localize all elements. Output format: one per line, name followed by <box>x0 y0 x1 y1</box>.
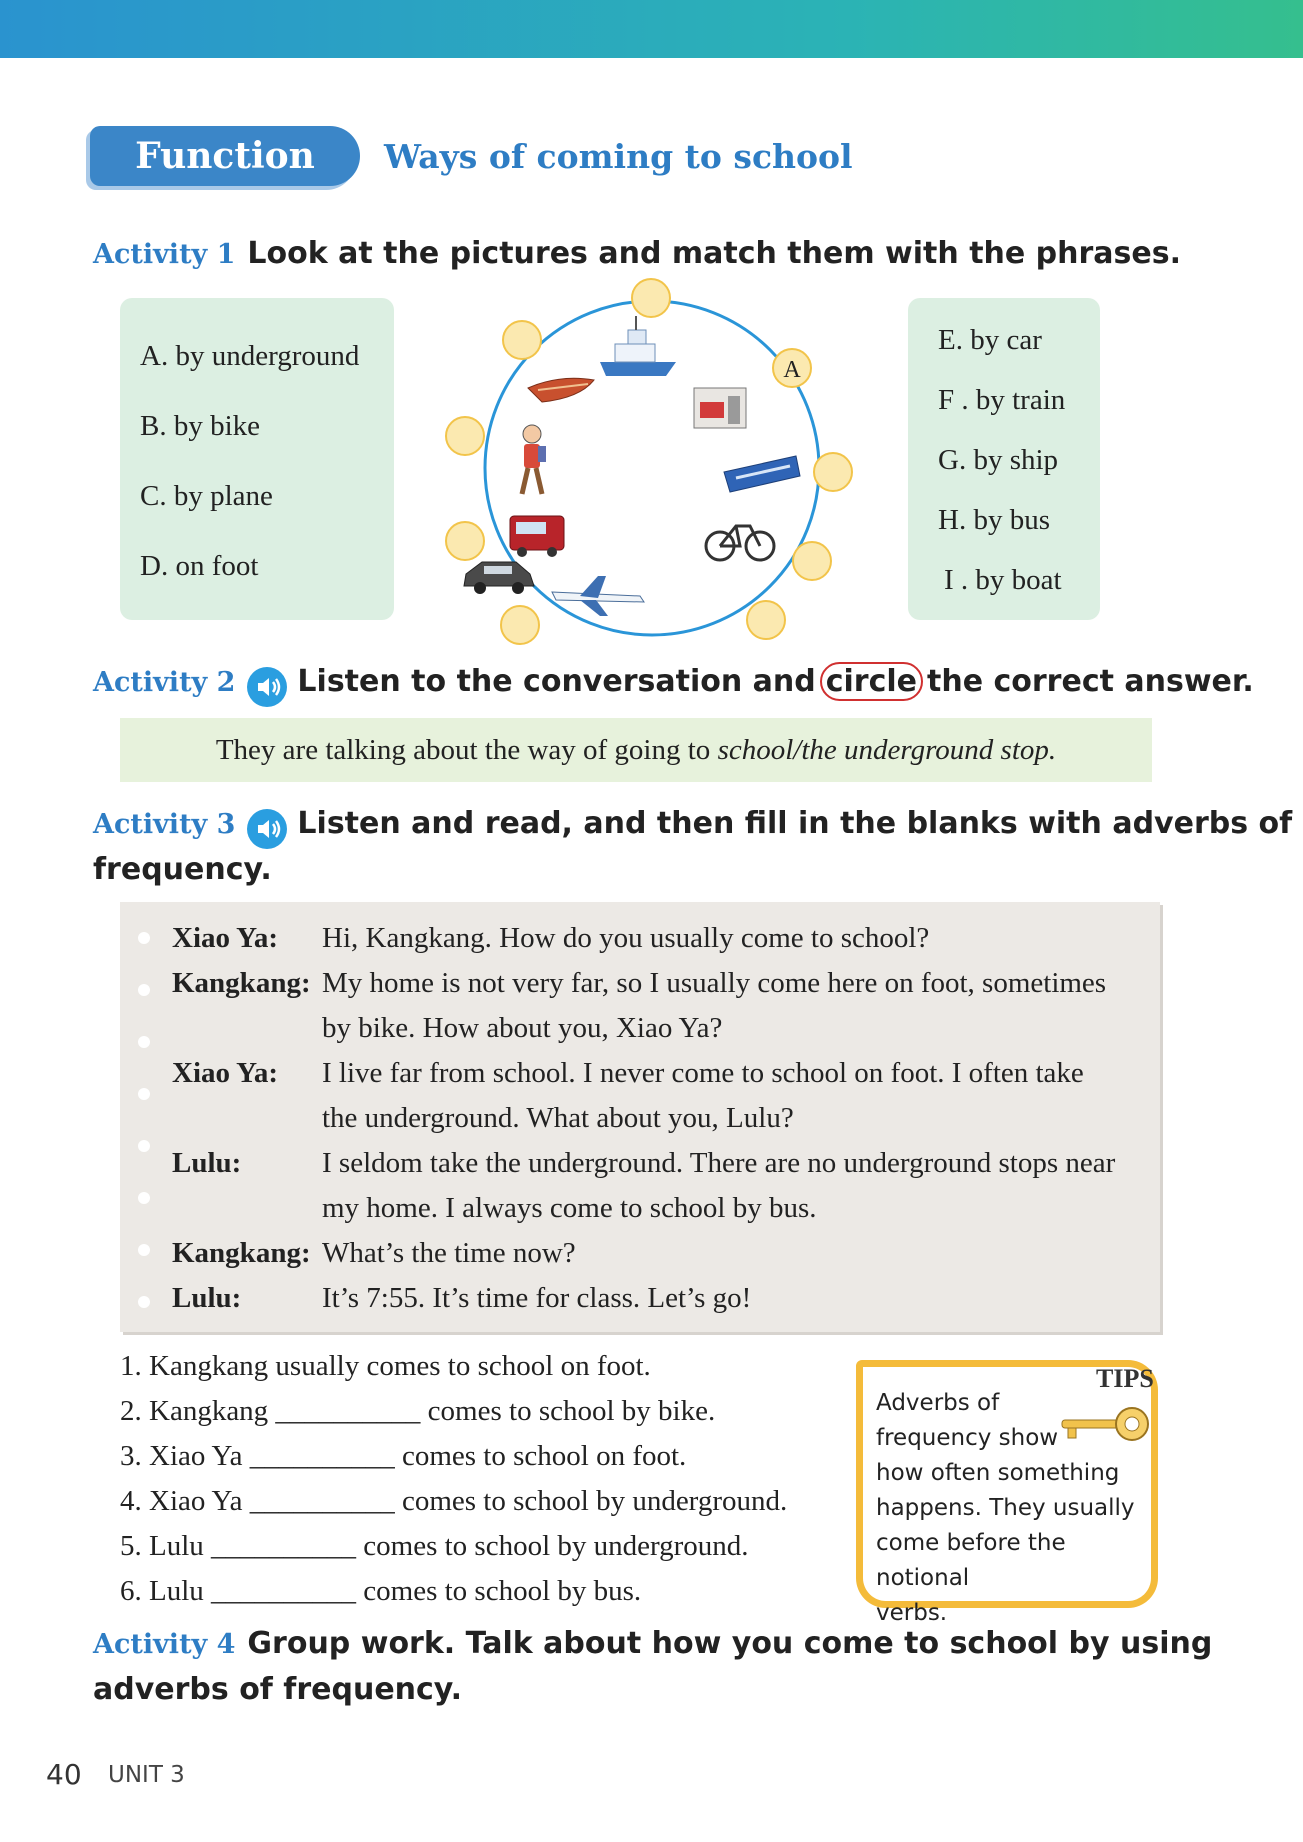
tips-label: TIPS <box>1096 1364 1154 1393</box>
option-g: G. by ship <box>938 444 1059 476</box>
option-b: B. by bike <box>140 410 261 442</box>
dialogue-line: my home. I always come to school by bus. <box>322 1192 817 1224</box>
bike-icon <box>706 526 774 560</box>
question-4[interactable]: 4. Xiao Ya __________ comes to school by underground. <box>120 1485 788 1517</box>
dialogue-line: What’s the time now? <box>322 1237 576 1269</box>
question-2[interactable]: 2. Kangkang __________ comes to school by bike. <box>120 1395 716 1427</box>
dialogue-dot <box>138 932 150 944</box>
option-f: F . by train <box>938 384 1066 416</box>
answer-circle[interactable] <box>446 522 484 560</box>
dialogue-speaker: Lulu: <box>172 1282 242 1314</box>
answer-circle[interactable] <box>446 417 484 455</box>
audio-icon[interactable] <box>247 667 287 707</box>
option-i: I . by boat <box>944 564 1062 596</box>
activity1-label: Activity 1 <box>93 239 236 270</box>
dialogue-speaker: Xiao Ya: <box>172 1057 279 1089</box>
unit-label: UNIT 3 <box>108 1762 185 1788</box>
audio-icon[interactable] <box>247 809 287 849</box>
dialogue-dot <box>138 1296 150 1308</box>
activity4-label: Activity 4 <box>93 1629 236 1660</box>
example-answer: A <box>783 357 801 383</box>
activity3-label: Activity 3 <box>93 809 236 840</box>
tips-text <box>876 1386 1156 1631</box>
answer-circle[interactable] <box>501 606 539 644</box>
dialogue-dot <box>138 984 150 996</box>
dialogue-dot <box>138 1192 150 1204</box>
option-h: H. by bus <box>938 504 1050 536</box>
page-number: 40 <box>46 1758 82 1791</box>
dialogue-line: the underground. What about you, Lulu? <box>322 1102 794 1134</box>
top-banner <box>0 0 1303 58</box>
question-3[interactable]: 3. Xiao Ya __________ comes to school on foot. <box>120 1440 687 1472</box>
activity3-heading <box>93 806 1292 849</box>
function-title: Ways of coming to school <box>384 137 853 176</box>
answer-circle[interactable] <box>632 279 670 317</box>
question-6[interactable]: 6. Lulu __________ comes to school by bus. <box>120 1575 642 1607</box>
option-c: C. by plane <box>140 480 273 512</box>
question-5[interactable]: 5. Lulu __________ comes to school by underground. <box>120 1530 749 1562</box>
dialogue-dot <box>138 1140 150 1152</box>
car-icon <box>464 562 534 594</box>
ship-icon <box>600 316 676 376</box>
function-label: Function <box>135 135 315 177</box>
activity2-sentence-plain: They are talking about the way of going to <box>215 734 718 766</box>
answer-circle[interactable] <box>503 321 541 359</box>
dialogue-dot <box>138 1244 150 1256</box>
question-1: 1. Kangkang usually comes to school on foot. <box>120 1350 651 1382</box>
boat-icon <box>528 378 594 402</box>
dialogue-speaker: Xiao Ya: <box>172 922 279 954</box>
dialogue-dot <box>138 1088 150 1100</box>
activity4-instruction-line2: adverbs of frequency. <box>93 1672 463 1707</box>
option-e: E. by car <box>938 324 1042 356</box>
activity2-sentence-options[interactable]: school/the underground stop. <box>717 734 1057 766</box>
activity3-instruction-line2: frequency. <box>93 852 272 887</box>
activity1-heading <box>93 236 1181 271</box>
dialogue-line: My home is not very far, so I usually come here on foot, sometimes <box>322 967 1107 999</box>
tips-line: Adverbs of <box>876 1390 1000 1416</box>
walking-boy-icon <box>522 425 546 494</box>
tips-line: verbs. <box>876 1600 948 1626</box>
tips-line: come before the notional <box>876 1530 1066 1591</box>
activity3-instruction: Listen and read, and then fill in the blanks with adverbs of <box>297 806 1293 841</box>
option-d: D. on foot <box>140 550 259 582</box>
activity2-instruction-after: the correct answer. <box>927 664 1254 699</box>
answer-circle[interactable] <box>747 601 785 639</box>
dialogue-line: by bike. How about you, Xiao Ya? <box>322 1012 723 1044</box>
dialogue-line: I live far from school. I never come to school on foot. I often take <box>322 1057 1084 1089</box>
tips-line: frequency show <box>876 1425 1059 1451</box>
tips-line: happens. They usually <box>876 1495 1135 1521</box>
dialogue-line: Hi, Kangkang. How do you usually come to school? <box>322 922 930 954</box>
dialogue-speaker: Lulu: <box>172 1147 242 1179</box>
answer-circle[interactable] <box>793 542 831 580</box>
dialogue-speaker: Kangkang: <box>172 967 311 999</box>
bus-icon <box>510 516 564 557</box>
activity4-heading <box>93 1626 1212 1661</box>
activity4-instruction: Group work. Talk about how you come to school by using <box>247 1626 1213 1661</box>
activity1-instruction: Look at the pictures and match them with the phrases. <box>247 236 1182 271</box>
dialogue-line: It’s 7:55. It’s time for class. Let’s go! <box>322 1282 752 1314</box>
dialogue-dot <box>138 1036 150 1048</box>
activity2-instruction-before: Listen to the conversation and <box>297 664 816 699</box>
answer-circle[interactable] <box>814 453 852 491</box>
option-a: A. by underground <box>140 340 360 372</box>
train-icon <box>724 456 800 492</box>
tips-line: how often something <box>876 1460 1120 1486</box>
activity2-label: Activity 2 <box>93 667 236 698</box>
underground-icon <box>694 388 746 428</box>
transport-pictures <box>430 276 890 656</box>
activity2-circled-word: circle <box>820 662 923 701</box>
activity2-heading <box>93 664 1254 707</box>
activity2-sentence <box>120 718 1152 782</box>
dialogue-line: I seldom take the underground. There are no underground stops near <box>322 1147 1116 1179</box>
dialogue-speaker: Kangkang: <box>172 1237 311 1269</box>
